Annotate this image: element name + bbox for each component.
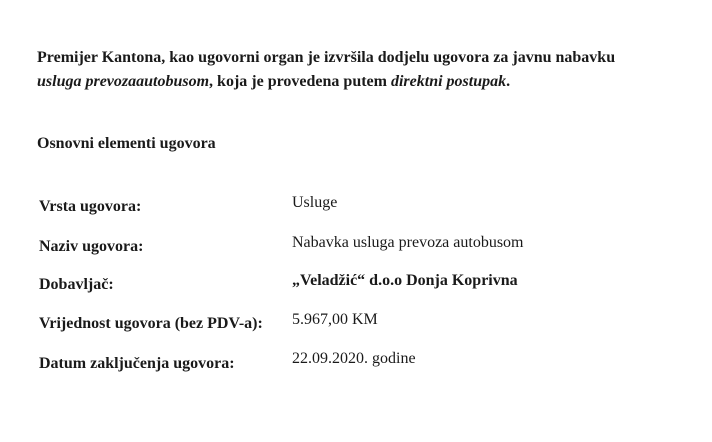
label-contract-type: Vrsta ugovora: <box>39 198 142 215</box>
label-contract-name: Naziv ugovora: <box>39 238 144 255</box>
value-contract-value: 5.967,00 KM <box>292 311 378 328</box>
intro-paragraph <box>37 46 687 94</box>
intro-text-3: . <box>506 73 511 90</box>
value-supplier: „Veladžić“ d.o.o Donja Koprivna <box>292 272 518 289</box>
intro-text-1: Premijer Kantona, kao ugovorni organ je izvršila dodjelu ugovora za javnu nabavku <box>37 49 616 66</box>
section-title: Osnovni elementi ugovora <box>37 135 216 152</box>
value-contract-date: 22.09.2020. godine <box>292 350 416 367</box>
intro-italic-service: usluga prevozaautobusom <box>37 73 210 90</box>
value-contract-type: Usluge <box>292 194 338 211</box>
label-contract-value: Vrijednost ugovora (bez PDV-a): <box>39 315 263 332</box>
label-supplier: Dobavljač: <box>39 276 114 293</box>
value-contract-name: Nabavka usluga prevoza autobusom <box>292 234 524 251</box>
label-contract-date: Datum zaključenja ugovora: <box>39 355 235 372</box>
intro-text-2: , koja je provedena putem <box>209 73 391 90</box>
intro-italic-procedure: direktni postupak <box>390 73 507 90</box>
